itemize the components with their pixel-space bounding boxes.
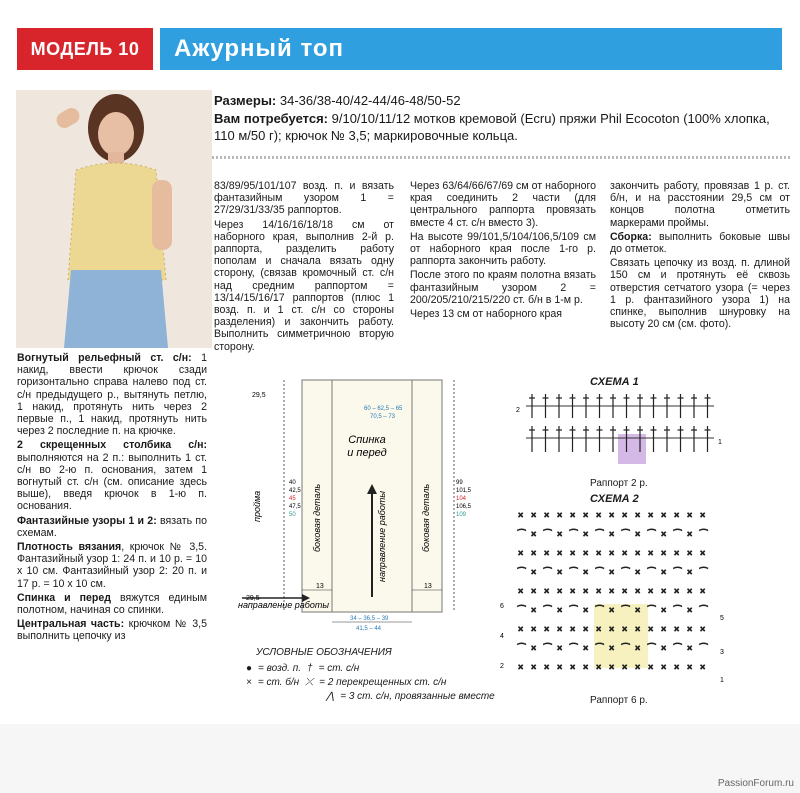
sizes-label: Размеры: xyxy=(214,93,277,108)
scheme-2-stitch: × xyxy=(544,624,550,634)
scheme-2-stitch: × xyxy=(570,586,576,596)
scheme-2-stitch: × xyxy=(674,662,680,672)
scheme-2-stitch: ⁀ xyxy=(622,643,630,653)
scheme-2-row-6: 6 xyxy=(500,603,504,610)
scheme-2-stitch: × xyxy=(687,662,693,672)
scheme-2-stitch: × xyxy=(583,605,589,615)
col2-paragraph-1: 83/89/95/101/107 возд. п. и вязать фантазийным узором 1 = 27/29/31/33/35 раппортов. xyxy=(214,180,394,217)
gauge-title: Плотность вязания xyxy=(17,541,122,554)
page-title: Ажурный топ xyxy=(160,28,782,70)
scheme-2-stitch: × xyxy=(661,567,667,577)
stitch-2-text: выполняются на 2 п.: выполнить 1 ст. с/н во 2-ю п. основания, затем 1 вогнутый ст. с/н (см. описание здесь выше), введя крючок в 1-ю п. основания. xyxy=(17,451,207,513)
needs-value: 9/10/10/11/12 мотков кремовой (Ecru) пряжи Phil Ecocoton (100% хлопка, 110 м/50 г); крючок № 3,5; маркировочные кольца. xyxy=(214,111,770,143)
col3-paragraph-1: Через 63/64/66/67/69 см от наборного края соединить 2 части (для центрального раппорта провязать вместе 4 ст. с/н вместо 3). xyxy=(410,180,596,229)
scheme-2-stitch: × xyxy=(583,529,589,539)
scheme-2-stitch: × xyxy=(648,662,654,672)
scheme-2-stitch: × xyxy=(583,510,589,520)
scheme-2-stitch: ⁀ xyxy=(648,529,656,539)
model-photo xyxy=(16,90,212,348)
scheme-2-stitch: × xyxy=(700,586,706,596)
scheme-2-stitch: × xyxy=(518,624,524,634)
scheme-2-stitch: ⁀ xyxy=(700,529,708,539)
scheme-2-stitch: × xyxy=(635,510,641,520)
scheme-2-stitch: ⁀ xyxy=(648,605,656,615)
scheme-2-stitch: ⁀ xyxy=(518,605,526,615)
scheme-2-stitch: ⁀ xyxy=(570,643,578,653)
scheme-2-stitch: × xyxy=(583,643,589,653)
scheme-2-stitch: × xyxy=(557,567,563,577)
scheme-2-stitch: × xyxy=(661,624,667,634)
size-right-1: 99 xyxy=(456,480,463,486)
scheme-2-stitch: × xyxy=(518,586,524,596)
size-left-5: 50 xyxy=(289,512,296,518)
scheme-1-row-2: 2 xyxy=(516,407,520,414)
scheme-2-stitch: ⁀ xyxy=(700,643,708,653)
scheme-2-stitch: × xyxy=(648,548,654,558)
bottom-measure: 34 – 36,5 – 39 xyxy=(350,616,389,622)
stitch-1-text: 1 накид, ввести крючок сзади горизонтально справа налево под ст. с/н предыдущего р., вытянуть петлю, 1 накид, протянуть нить через 2 первые п., 1 накид, протянуть нить через 2 последние п. на крючке. xyxy=(17,352,207,438)
col4-paragraph-3: Связать цепочку из возд. п. длиной 150 см и протянуть её сквозь отверстия сетчатого узора (= через 1 р. фантазийного узора 1) на спинке, выполнив шнуровку на высоту 20 см (см. фото). xyxy=(610,257,790,331)
scheme-2-stitch: ⁀ xyxy=(674,643,682,653)
scheme-2-stitch: × xyxy=(531,605,537,615)
scheme-2-stitch: × xyxy=(583,586,589,596)
scheme-2-stitch: × xyxy=(609,548,615,558)
scheme-2-stitch: × xyxy=(687,643,693,653)
legend-cluster-text: = 3 ст. с/н, провязанные вместе xyxy=(340,691,495,702)
scheme-2-stitch: ⁀ xyxy=(700,567,708,577)
scheme-2-stitch: × xyxy=(635,548,641,558)
scheme-2-stitch: × xyxy=(557,605,563,615)
scheme-2-stitch: × xyxy=(635,605,641,615)
scheme-2-stitch: × xyxy=(531,548,537,558)
scheme-2-stitch: × xyxy=(570,510,576,520)
scheme-2-row-5: 5 xyxy=(720,615,724,622)
scheme-2-stitch: ⁀ xyxy=(622,605,630,615)
scheme-2-stitch: × xyxy=(531,624,537,634)
scheme-2-stitch: × xyxy=(687,510,693,520)
scheme-1-chart xyxy=(514,392,724,472)
stitch-2-title: 2 скрещенных столбика с/н: xyxy=(17,439,207,452)
scheme-2-stitch: × xyxy=(531,529,537,539)
scheme-2-stitch: × xyxy=(661,510,667,520)
page-footer xyxy=(0,724,800,793)
scheme-2-stitch: × xyxy=(583,548,589,558)
scheme-2-stitch: ⁀ xyxy=(544,567,552,577)
label-29-5-bottom: 29,5 xyxy=(246,595,260,602)
scheme-2-stitch: × xyxy=(661,662,667,672)
col4-paragraph-1: закончить работу, провязав 1 р. ст. б/н, и на расстоянии 29,5 см от концов полотна отметить маркерами проймы. xyxy=(610,180,790,229)
scheme-2-title: СХЕМА 2 xyxy=(590,493,639,505)
legend-dc-icon: † xyxy=(307,663,313,674)
scheme-2-stitch: × xyxy=(557,662,563,672)
back-front-title: Спинка и перед xyxy=(17,591,112,604)
size-right-2: 101,5 xyxy=(456,488,472,494)
scheme-2-stitch: × xyxy=(609,529,615,539)
scheme-2-stitch: × xyxy=(700,510,706,520)
scheme-2-stitch: × xyxy=(635,586,641,596)
scheme-2-stitch: × xyxy=(635,567,641,577)
scheme-2-stitch: × xyxy=(622,586,628,596)
scheme-2-stitch: ⁀ xyxy=(674,529,682,539)
watermark: PassionForum.ru xyxy=(717,778,794,789)
scheme-2-stitch: × xyxy=(622,510,628,520)
stitch-1-title: Вогнутый рельефный ст. с/н: xyxy=(17,352,192,364)
bottom-measure-2: 41,5 – 44 xyxy=(356,626,382,632)
scheme-2-stitch: × xyxy=(596,548,602,558)
scheme-2-stitch: ⁀ xyxy=(570,605,578,615)
scheme-2-chart xyxy=(498,508,730,694)
scheme-2-stitch: ⁀ xyxy=(596,643,604,653)
scheme-2-stitch: × xyxy=(544,662,550,672)
scheme-2-stitch: ⁀ xyxy=(518,643,526,653)
armhole-label: пройма xyxy=(252,490,262,522)
legend-cluster-icon: ⋀ xyxy=(326,691,335,702)
scheme-2-stitch: × xyxy=(687,586,693,596)
scheme-2-stitch: × xyxy=(557,586,563,596)
scheme-2-stitch: × xyxy=(661,529,667,539)
scheme-2-stitch: × xyxy=(609,624,615,634)
size-left-1: 40 xyxy=(289,480,296,486)
scheme-2-stitch: ⁀ xyxy=(570,567,578,577)
text-column-2 xyxy=(214,180,394,355)
scheme-2-stitch: × xyxy=(609,605,615,615)
scheme-2-stitch: × xyxy=(635,643,641,653)
work-direction-vertical: направление работы xyxy=(377,491,387,582)
info-block xyxy=(214,92,789,145)
scheme-2-stitch: × xyxy=(583,624,589,634)
scheme-2-stitch: × xyxy=(674,586,680,596)
scheme-2-stitch: × xyxy=(674,510,680,520)
scheme-2-stitch: × xyxy=(635,529,641,539)
scheme-2-stitch: ⁀ xyxy=(648,567,656,577)
scheme-2-stitch: × xyxy=(531,567,537,577)
center-label-2: и перед xyxy=(347,447,387,459)
scheme-2-stitch: ⁀ xyxy=(674,567,682,577)
top-measure: 60 – 62,5 – 65 xyxy=(364,406,403,412)
scheme-2-stitch: × xyxy=(648,624,654,634)
scheme-2-stitch: ⁀ xyxy=(622,529,630,539)
scheme-1-row-1: 1 xyxy=(718,439,722,446)
scheme-2-stitch: × xyxy=(609,662,615,672)
scheme-2-stitch: × xyxy=(518,662,524,672)
legend-title: УСЛОВНЫЕ ОБОЗНАЧЕНИЯ xyxy=(256,647,392,658)
scheme-2-stitch: × xyxy=(687,624,693,634)
scheme-2-stitch: × xyxy=(557,624,563,634)
scheme-2-stitch: × xyxy=(583,567,589,577)
scheme-2-stitch: × xyxy=(531,586,537,596)
top-measure-2: 70,5 – 73 xyxy=(370,414,396,420)
scheme-2-stitch: × xyxy=(531,643,537,653)
scheme-2-stitch: × xyxy=(661,605,667,615)
scheme-2-stitch: ⁀ xyxy=(622,567,630,577)
scheme-2-stitch: × xyxy=(596,586,602,596)
size-right-3: 104 xyxy=(456,496,467,502)
patterns-title: Фантазийные узоры 1 и 2: xyxy=(17,514,157,527)
scheme-2-stitch: ⁀ xyxy=(596,605,604,615)
scheme-2-stitch: × xyxy=(570,662,576,672)
pattern-schematic xyxy=(222,372,472,642)
scheme-2-stitch: × xyxy=(518,510,524,520)
label-29-5-top: 29,5 xyxy=(252,392,266,399)
size-right-4: 106,5 xyxy=(456,504,472,510)
scheme-2-stitch: ⁀ xyxy=(544,605,552,615)
scheme-2-stitch: × xyxy=(583,662,589,672)
scheme-2-stitch: × xyxy=(635,662,641,672)
legend-chain-text: = возд. п. xyxy=(258,663,302,674)
size-right-5: 109 xyxy=(456,512,467,518)
scheme-2-stitch: × xyxy=(661,643,667,653)
center-label-1: Спинка xyxy=(348,434,386,446)
gauge-text: , крючок № 3,5. Фантазийный узор 1: 24 п. и 10 р. = 10 х 10 см. Фантазийный узор 2: 20 п. и 17 р. = 10 х 10 см. xyxy=(17,541,208,590)
scheme-2-stitch: × xyxy=(570,624,576,634)
scheme-2-stitch: ⁀ xyxy=(596,567,604,577)
scheme-2-stitch: × xyxy=(609,567,615,577)
scheme-2-row-1: 1 xyxy=(720,677,724,684)
scheme-2-stitch: × xyxy=(557,529,563,539)
scheme-2-stitch: × xyxy=(544,586,550,596)
legend-crossed-icon: ⤫ xyxy=(305,677,314,688)
scheme-2-stitch: ⁀ xyxy=(544,643,552,653)
scheme-2-stitch: × xyxy=(661,586,667,596)
work-direction-horizontal: направление работы xyxy=(238,600,329,610)
scheme-2-stitch: ⁀ xyxy=(518,567,526,577)
scheme-2-stitch: × xyxy=(700,662,706,672)
scheme-2-stitch: × xyxy=(674,548,680,558)
size-left-2: 42,5 xyxy=(289,488,301,494)
scheme-2-stitch: ⁀ xyxy=(596,529,604,539)
scheme-2-stitch: ⁀ xyxy=(648,643,656,653)
center-part-text: крючком № 3,5 выполнить цепочку из xyxy=(17,618,207,643)
scheme-2-stitch: × xyxy=(700,624,706,634)
scheme-2-stitch: × xyxy=(622,548,628,558)
scheme-2-stitch: ⁀ xyxy=(544,529,552,539)
scheme-2-stitch: ⁀ xyxy=(674,605,682,615)
scheme-2-stitch: × xyxy=(531,662,537,672)
scheme-2-stitch: × xyxy=(648,510,654,520)
scheme-2-stitch: ⁀ xyxy=(700,605,708,615)
scheme-2-row-4: 4 xyxy=(500,633,504,640)
scheme-2-stitch: × xyxy=(687,605,693,615)
legend-chain-icon: ● xyxy=(246,663,253,674)
scheme-2-repeat: Раппорт 6 р. xyxy=(590,695,648,706)
legend-dc-text: = ст. с/н xyxy=(318,663,360,674)
scheme-2-stitch: × xyxy=(687,567,693,577)
scheme-2-row-2: 2 xyxy=(500,663,504,670)
scheme-2-stitch: × xyxy=(518,548,524,558)
scheme-2-stitch: ⁀ xyxy=(570,529,578,539)
scheme-2-stitch: × xyxy=(661,548,667,558)
scheme-2-row-3: 3 xyxy=(720,649,724,656)
assembly-text: выполнить боковые швы до отметок. xyxy=(610,230,790,256)
scheme-2-stitch: × xyxy=(622,624,628,634)
scheme-1-repeat: Раппорт 2 р. xyxy=(590,478,648,489)
scheme-2-stitch: × xyxy=(609,510,615,520)
label-13-right: 13 xyxy=(424,583,432,590)
col3-paragraph-2: На высоте 99/101,5/104/106,5/109 см от наборного края после 1-го р. раппорта закончить работу. xyxy=(410,230,596,268)
label-13-left: 13 xyxy=(316,583,324,590)
back-front-text: вяжутся единым полотном, начиная со спинки. xyxy=(17,591,207,617)
col3-paragraph-3: После этого по краям полотна вязать фантазийным узором 2 = 200/205/210/215/220 ст. б/н в 1-м р. xyxy=(410,269,596,306)
scheme-2-stitch: × xyxy=(648,586,654,596)
col2-paragraph-2: Через 14/16/16/18/18 см от наборного края, выполнив 2-й р. раппорта, разделить работу пополам и сначала вязать одну сторону, (связав кромочный ст. с/н над средним раппортом = 13/14/15/16/17 раппортов (плюс 1 возд. п. и 1 ст. с/н со стороны разделения) и закончить работу. Выполнить симметричною вторую сторону. xyxy=(214,218,394,353)
scheme-2-stitch: × xyxy=(700,548,706,558)
scheme-2-stitch: × xyxy=(570,548,576,558)
scheme-2-stitch: × xyxy=(596,662,602,672)
scheme-2-stitch: × xyxy=(596,510,602,520)
scheme-2-stitch: ⁀ xyxy=(518,529,526,539)
scheme-2-stitch: × xyxy=(557,510,563,520)
side-piece-left: боковая деталь xyxy=(312,483,322,552)
scheme-2-stitch: × xyxy=(544,548,550,558)
center-part-title: Центральная часть: xyxy=(17,618,125,631)
scheme-1-title: СХЕМА 1 xyxy=(590,376,639,388)
needs-label: Вам потребуется: xyxy=(214,111,328,126)
size-left-3: 45 xyxy=(289,496,296,502)
scheme-2-stitch: × xyxy=(531,510,537,520)
scheme-2-stitch: × xyxy=(557,643,563,653)
scheme-2-stitch: × xyxy=(557,548,563,558)
text-column-1 xyxy=(17,352,207,645)
legend xyxy=(246,646,506,704)
assembly-title: Сборка: xyxy=(610,230,652,243)
scheme-2-stitch: × xyxy=(622,662,628,672)
scheme-2-stitch: × xyxy=(544,510,550,520)
photo-illustration xyxy=(16,90,212,348)
col3-paragraph-4: Через 13 см от наборного края xyxy=(410,308,562,321)
legend-crossed-text: = 2 перекрещенных ст. с/н xyxy=(319,677,447,688)
scheme-2-stitch: × xyxy=(674,624,680,634)
side-piece-right: боковая деталь xyxy=(421,483,431,552)
text-column-3 xyxy=(410,180,596,322)
legend-sc-icon: × xyxy=(246,677,252,688)
scheme-2-stitch: × xyxy=(609,643,615,653)
section-divider xyxy=(212,156,790,159)
scheme-2-stitch: × xyxy=(635,624,641,634)
text-column-4 xyxy=(610,180,790,332)
scheme-2-stitch: × xyxy=(609,586,615,596)
scheme-2-stitch: × xyxy=(687,548,693,558)
legend-sc-text: = ст. б/н xyxy=(257,677,300,688)
patterns-text: вязать по схемам. xyxy=(17,514,207,539)
sizes-value: 34-36/38-40/42-44/46-48/50-52 xyxy=(279,93,461,108)
size-left-4: 47,5 xyxy=(289,504,301,510)
scheme-2-stitch: × xyxy=(687,529,693,539)
model-label: МОДЕЛЬ 10 xyxy=(17,28,153,70)
scheme-2-stitch: × xyxy=(596,624,602,634)
